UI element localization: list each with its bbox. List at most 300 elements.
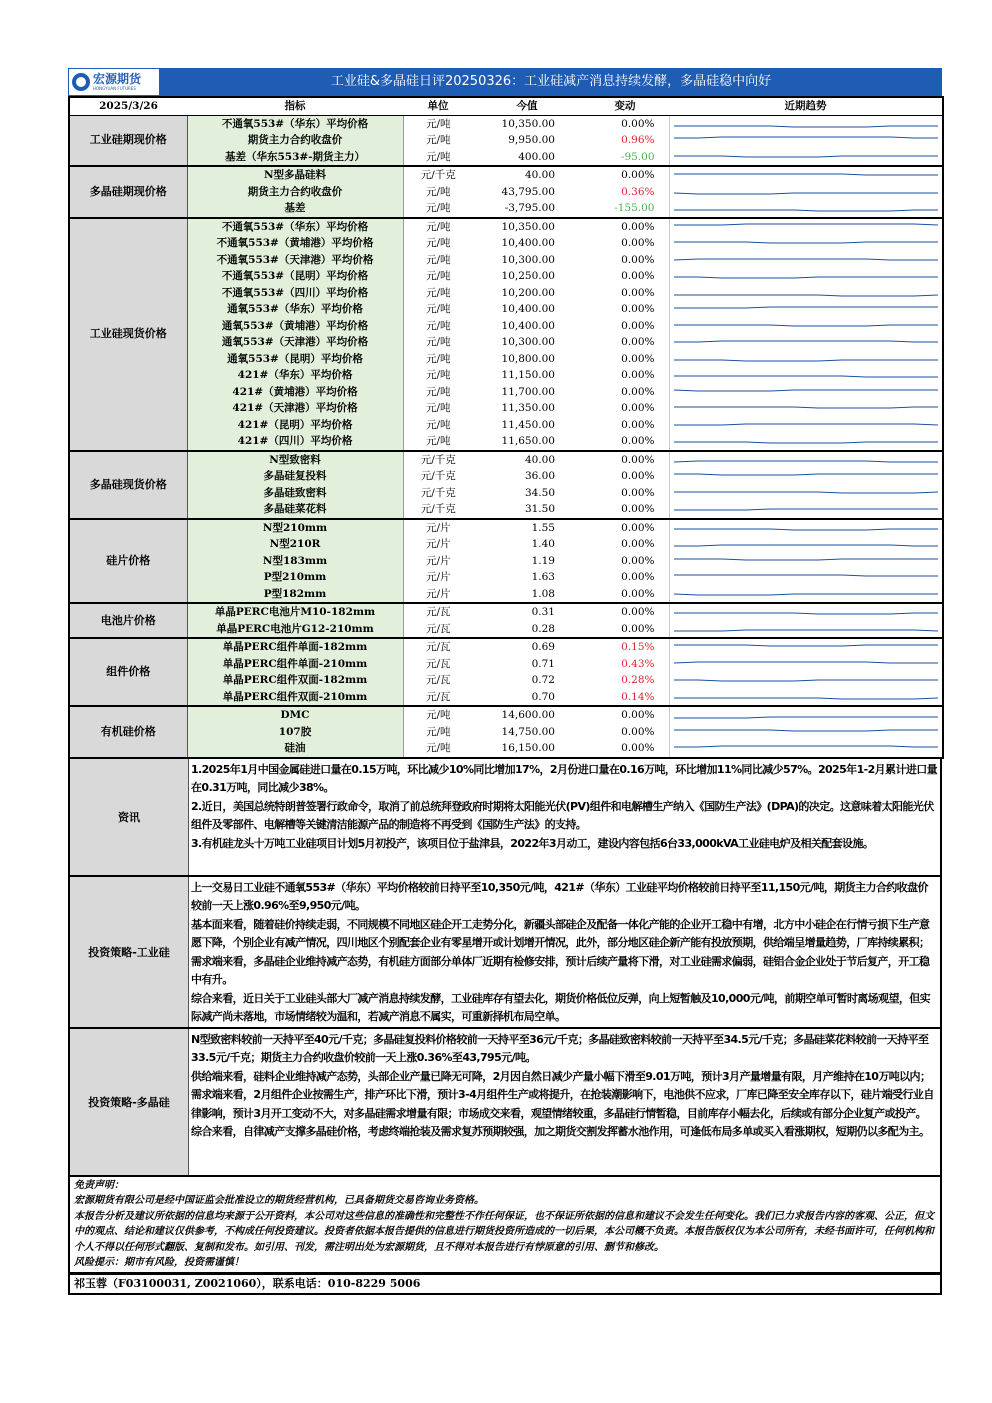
change-cell: 0.00% <box>621 402 655 415</box>
change-cell: 0.00% <box>581 740 669 758</box>
change-cell: 0.00% <box>621 606 655 619</box>
header-indicator: 指标 <box>187 97 403 115</box>
indicator-cell: DMC <box>187 706 403 724</box>
table-row <box>69 706 943 724</box>
indicator-cell: 不通氧553#（华东）平均价格 <box>187 218 403 236</box>
indicator-cell: 421#（天津港）平均价格 <box>187 400 403 417</box>
trend-cell <box>669 468 943 485</box>
trend-cell <box>669 417 943 434</box>
unit-cell: 元/千克 <box>420 453 456 466</box>
indicator-cell: 期货主力合约收盘价 <box>187 132 403 149</box>
sparkline-path <box>674 730 938 731</box>
unit-cell: 元/吨 <box>425 709 451 722</box>
table-row <box>69 351 943 368</box>
unit-cell: 元/吨 <box>425 402 451 415</box>
table-row <box>69 672 943 689</box>
sparkline-path <box>674 126 938 127</box>
sparkline-path <box>674 509 938 510</box>
category-label: 多晶硅现货价格 <box>69 451 187 519</box>
header-value: 今值 <box>473 97 581 115</box>
table-row <box>69 384 943 401</box>
table-header-row <box>69 97 943 115</box>
trend-cell <box>669 706 943 724</box>
trend-sparkline <box>670 367 942 383</box>
value-cell: 16,150.00 <box>473 740 581 758</box>
trend-cell <box>669 115 943 132</box>
change-cell: 0.00% <box>621 725 655 738</box>
trend-cell <box>669 501 943 519</box>
trend-sparkline <box>670 656 942 672</box>
trend-sparkline <box>670 553 942 569</box>
indicator-cell: P型210mm <box>187 569 403 586</box>
table-row <box>69 318 943 335</box>
sparkline-path <box>674 242 938 243</box>
sparkline-path <box>674 193 938 194</box>
indicator-cell: N型183mm <box>187 553 403 570</box>
trend-cell <box>669 740 943 758</box>
trend-cell <box>669 301 943 318</box>
sparkline-path <box>674 325 938 326</box>
analyst-contact: 祁玉蓉（F03100031, Z0021060），联系电话：010-8229 5006 <box>68 1274 942 1295</box>
trend-sparkline <box>670 707 942 723</box>
hongyuan-logo-icon <box>72 73 90 91</box>
category-label: 工业硅现货价格 <box>69 218 187 451</box>
sparkline-path <box>674 461 938 462</box>
table-row <box>69 621 943 639</box>
header-unit: 单位 <box>403 97 473 115</box>
unit-cell: 元/吨 <box>425 385 451 398</box>
table-row <box>69 184 943 201</box>
sparkline-path <box>674 277 938 278</box>
change-cell: 0.00% <box>621 352 655 365</box>
change-cell: 0.00% <box>621 486 655 499</box>
unit-cell: 元/千克 <box>420 169 456 182</box>
change-cell: 0.28% <box>621 674 655 687</box>
change-cell: 0.14% <box>581 689 669 707</box>
table-row <box>69 235 943 252</box>
trend-cell <box>669 656 943 673</box>
indicator-cell: 单晶PERC组件单面-182mm <box>187 638 403 656</box>
sparkline-path <box>674 174 938 175</box>
indicator-cell: 多晶硅菜花料 <box>187 501 403 519</box>
indicator-cell: 单晶PERC组件双面-182mm <box>187 672 403 689</box>
indicator-cell: 通氧553#（昆明）平均价格 <box>187 351 403 368</box>
value-cell: 11,150.00 <box>501 369 555 382</box>
sparkline-path <box>674 442 938 443</box>
trend-sparkline <box>670 569 942 585</box>
trend-sparkline <box>670 740 942 756</box>
trend-sparkline <box>670 586 942 602</box>
unit-cell: 元/吨 <box>425 352 451 365</box>
trend-cell <box>669 149 943 167</box>
category-label: 多晶硅期现价格 <box>69 166 187 218</box>
table-row <box>69 132 943 149</box>
table-row <box>69 536 943 553</box>
news-paragraph: 3.有机硅龙头十万吨工业硅项目计划5月初投产，该项目位于盐津县，2022年3月动工，建设内容包括6台33,000kVA工业硅电炉及相关配套设施。 <box>191 836 874 850</box>
change-cell: 0.43% <box>621 657 655 670</box>
value-cell: 0.69 <box>531 641 555 654</box>
category-label: 硅片价格 <box>69 519 187 604</box>
unit-cell: 元/片 <box>425 554 451 567</box>
indicator-cell: 多晶硅复投料 <box>187 468 403 485</box>
table-row <box>69 689 943 707</box>
trend-sparkline <box>670 639 942 655</box>
value-cell: 1.40 <box>531 538 555 551</box>
unit-cell: 元/吨 <box>425 220 451 233</box>
news-section <box>68 759 942 877</box>
indicator-cell: 不通氧553#（天津港）平均价格 <box>187 252 403 269</box>
table-row <box>69 569 943 586</box>
unit-cell: 元/瓦 <box>425 606 451 619</box>
indicator-cell: 通氧553#（天津港）平均价格 <box>187 334 403 351</box>
value-cell: 31.50 <box>473 501 581 519</box>
sparkline-path <box>674 156 938 157</box>
trend-sparkline <box>670 621 942 637</box>
trend-cell <box>669 184 943 201</box>
value-cell: 1.19 <box>531 554 555 567</box>
news-body <box>189 759 940 875</box>
company-logo <box>68 68 160 96</box>
table-row <box>69 166 943 184</box>
trend-sparkline <box>670 400 942 416</box>
unit-cell: 元/吨 <box>425 286 451 299</box>
strategy-poly-paragraph: N型致密料较前一天持平至40元/千克；多晶硅复投料价格较前一天持平至36元/千克；多晶硅致密料较前一天持平至34.5元/千克；多晶硅菜花料较前一天持平至33.5元/千克；期货主力合约收盘价较前一天上涨0.36%至43,795元/吨。 <box>191 1032 929 1064</box>
sparkline-path <box>674 307 938 308</box>
change-cell: 0.00% <box>621 453 655 466</box>
unit-cell: 元/瓦 <box>425 641 451 654</box>
sparkline-path <box>674 474 938 475</box>
change-cell: 0.36% <box>621 185 655 198</box>
strategy-poly-paragraph: 综合来看，自律减产支撑多晶硅价格，考虑终端抢装及需求复苏预期较强，加之期货交割发挥蓄水池作用，可逢低布局多单或买入看涨期权，短期仍以多配为主。 <box>191 1125 930 1138</box>
unit-cell: 元/片 <box>425 571 451 584</box>
category-label: 有机硅价格 <box>69 706 187 758</box>
value-cell: 10,400.00 <box>501 319 555 332</box>
change-cell: 0.00% <box>621 270 655 283</box>
value-cell: 34.50 <box>524 486 555 499</box>
news-paragraph: 2.近日，美国总统特朗普签署行政命令，取消了前总统拜登政府时期将太阳能光伏(PV)组件和电解槽生产纳入《国防生产法》(DPA)的决定。这意味着太阳能光伏组件及零部件、电解槽等关键清洁能源产品的制造将不再受到《国防生产法》的支持。 <box>191 799 934 831</box>
trend-cell <box>669 672 943 689</box>
sparkline-path <box>674 376 938 377</box>
sparkline-path <box>674 295 938 296</box>
trend-cell <box>669 586 943 604</box>
indicator-cell: 单晶PERC电池片G12-210mm <box>187 621 403 639</box>
trend-cell <box>669 569 943 586</box>
sparkline-path <box>674 360 938 361</box>
unit-cell: 元/瓦 <box>425 674 451 687</box>
unit-cell: 元/吨 <box>403 740 473 758</box>
unit-cell: 元/吨 <box>425 319 451 332</box>
unit-cell: 元/瓦 <box>403 621 473 639</box>
table-row <box>69 519 943 537</box>
trend-cell <box>669 553 943 570</box>
unit-cell: 元/吨 <box>425 270 451 283</box>
change-cell: -95.00 <box>581 149 669 167</box>
indicator-cell: N型致密料 <box>187 451 403 469</box>
indicator-cell: 不通氧553#（昆明）平均价格 <box>187 268 403 285</box>
sparkline-path <box>674 559 938 560</box>
table-row <box>69 451 943 469</box>
trend-cell <box>669 132 943 149</box>
value-cell: 0.71 <box>531 657 555 670</box>
value-cell: 11,650.00 <box>473 433 581 451</box>
table-row <box>69 218 943 236</box>
logo-english-name: HONGYUAN FUTURES <box>93 86 136 91</box>
disclaimer-title: 免责声明： <box>74 1179 124 1191</box>
table-row <box>69 400 943 417</box>
trend-sparkline <box>670 468 942 484</box>
table-row <box>69 501 943 519</box>
change-cell: 0.00% <box>621 571 655 584</box>
category-label: 组件价格 <box>69 638 187 706</box>
unit-cell: 元/瓦 <box>403 689 473 707</box>
unit-cell: 元/千克 <box>420 486 456 499</box>
trend-cell <box>669 235 943 252</box>
indicator-cell: N型210R <box>187 536 403 553</box>
table-row <box>69 433 943 451</box>
unit-cell: 元/吨 <box>425 725 451 738</box>
unit-cell: 元/吨 <box>425 369 451 382</box>
table-row <box>69 149 943 167</box>
indicator-cell: 单晶PERC组件双面-210mm <box>187 689 403 707</box>
indicator-cell: P型182mm <box>187 586 403 604</box>
unit-cell: 元/瓦 <box>425 657 451 670</box>
change-cell: 0.00% <box>581 586 669 604</box>
unit-cell: 元/吨 <box>425 303 451 316</box>
trend-sparkline <box>670 149 942 165</box>
change-cell: 0.00% <box>581 433 669 451</box>
value-cell: 0.31 <box>531 606 555 619</box>
change-cell: 0.15% <box>621 641 655 654</box>
disclaimer-line: 本报告分析及建议所依据的信息均来源于公开资料，本公司对这些信息的准确性和完整性不作任何保证，也不保证所依据的信息和建议不会发生任何变化。我们已力求报告内容的客观、公正，但文中的观点、结论和建议仅供参考，不构成任何投资建议。投资者依据本报告提供的信息进行期货投资所造成的一切后果，本公司概不负责。本报告版权仅为本公司所有，未经书面许可，任何机构和个人不得以任何形式翻版、复制和发布。如引用、刊发，需注明出处为宏源期货，且不得对本报告进行有悖原意的引用、删节和修改。 <box>74 1210 934 1253</box>
indicator-cell: 期货主力合约收盘价 <box>187 184 403 201</box>
strategy-poly-label: 投资策略-多晶硅 <box>70 1029 189 1175</box>
value-cell: 40.00 <box>524 169 555 182</box>
sparkline-path <box>674 259 938 260</box>
change-cell: 0.00% <box>621 521 655 534</box>
value-cell: 43,795.00 <box>501 185 555 198</box>
change-cell: 0.00% <box>581 501 669 519</box>
category-label: 电池片价格 <box>69 603 187 638</box>
category-label: 工业硅期现价格 <box>69 115 187 166</box>
sparkline-path <box>674 662 938 663</box>
unit-cell: 元/吨 <box>425 185 451 198</box>
change-cell: 0.00% <box>621 286 655 299</box>
strategy-si-paragraph: 综合来看，近日关于工业硅头部大厂减产消息持续发酵，工业硅库存有望去化，期货价格低位反弹，向上短暂触及10,000元/吨，前期空单可暂时离场观望，但实际减产尚未落地，市场情绪较为温和，若减产消息不属实，可重新择机布局空单。 <box>191 991 931 1023</box>
trend-sparkline <box>670 501 942 517</box>
strategy-si-section <box>68 877 942 1029</box>
table-row <box>69 285 943 302</box>
trend-sparkline <box>670 268 942 284</box>
trend-cell <box>669 485 943 502</box>
trend-cell <box>669 536 943 553</box>
indicator-cell: 107胶 <box>187 724 403 741</box>
table-row <box>69 485 943 502</box>
change-cell: 0.00% <box>621 709 655 722</box>
trend-cell <box>669 200 943 218</box>
table-row <box>69 252 943 269</box>
change-cell: 0.00% <box>621 220 655 233</box>
strategy-si-paragraph: 上一交易日工业硅不通氧553#（华东）平均价格较前日持平至10,350元/吨，421#（华东）工业硅平均价格较前日持平至11,150元/吨，期货主力合约收盘价较前一天上涨0.96%至9,950元/吨。 <box>191 880 928 912</box>
table-row <box>69 468 943 485</box>
unit-cell: 元/片 <box>425 521 451 534</box>
trend-sparkline <box>670 384 942 400</box>
value-cell: 36.00 <box>524 470 555 483</box>
sparkline-path <box>674 492 938 493</box>
change-cell: 0.00% <box>621 369 655 382</box>
change-cell: 0.00% <box>621 538 655 551</box>
sparkline-path <box>674 746 938 747</box>
sparkline-path <box>674 613 938 614</box>
change-cell: 0.00% <box>621 385 655 398</box>
value-cell: 10,400.00 <box>501 303 555 316</box>
trend-sparkline <box>670 689 942 705</box>
trend-sparkline <box>670 724 942 740</box>
change-cell: 0.00% <box>621 418 655 431</box>
indicator-cell: 通氧553#（黄埔港）平均价格 <box>187 318 403 335</box>
strategy-poly-section <box>68 1029 942 1177</box>
header-trend: 近期趋势 <box>669 97 943 115</box>
value-cell: 9,950.00 <box>508 134 555 147</box>
trend-cell <box>669 268 943 285</box>
strategy-si-body <box>189 877 940 1027</box>
trend-cell <box>669 433 943 451</box>
sparkline-path <box>674 407 938 408</box>
trend-sparkline <box>670 184 942 200</box>
trend-sparkline <box>670 167 942 183</box>
trend-sparkline <box>670 604 942 620</box>
trend-cell <box>669 351 943 368</box>
sparkline-path <box>674 630 938 631</box>
unit-cell: 元/吨 <box>403 200 473 218</box>
strategy-si-paragraph: 基本面来看，随着硅价持续走弱，不同规模不同地区硅企开工走势分化，新疆头部硅企及配备一体化产能的企业开工稳中有增，北方中小硅企在行情亏损下生产意愿下降，个别企业有减产情况，四川地区个别配套企业有零星增开或计划增开情况，此外，部分地区硅企新产能有投放预期，供给端呈增量趋势，厂库持续累积；需求端来看，多晶硅企业维持减产态势，有机硅方面部分单体厂近期有检修安排，预计后续产量将下滑，对工业硅需求偏弱，硅铝合金企业处于节后复产，开工稳中有升。 <box>191 917 930 986</box>
trend-cell <box>669 252 943 269</box>
indicator-cell: N型多晶硅料 <box>187 166 403 184</box>
trend-cell <box>669 638 943 656</box>
value-cell: 0.70 <box>473 689 581 707</box>
value-cell: 0.28 <box>473 621 581 639</box>
table-row <box>69 367 943 384</box>
unit-cell: 元/片 <box>403 586 473 604</box>
sparkline-path <box>674 717 938 718</box>
trend-sparkline <box>670 285 942 301</box>
indicator-cell: 421#（昆明）平均价格 <box>187 417 403 434</box>
trend-cell <box>669 367 943 384</box>
sparkline-path <box>674 575 938 576</box>
unit-cell: 元/吨 <box>425 418 451 431</box>
strategy-si-label: 投资策略-工业硅 <box>70 877 189 1027</box>
table-row <box>69 334 943 351</box>
indicator-cell: 单晶PERC电池片M10-182mm <box>187 603 403 621</box>
unit-cell: 元/吨 <box>425 253 451 266</box>
value-cell: 14,600.00 <box>501 709 555 722</box>
trend-cell <box>669 166 943 184</box>
value-cell: 14,750.00 <box>501 725 555 738</box>
trend-sparkline <box>670 116 942 132</box>
value-cell: 400.00 <box>473 149 581 167</box>
value-cell: -3,795.00 <box>473 200 581 218</box>
risk-warning: 风险提示：期市有风险，投资需谨慎！ <box>74 1257 244 1268</box>
trend-cell <box>669 318 943 335</box>
sparkline-path <box>674 341 938 342</box>
strategy-poly-paragraph: 供给端来看，硅料企业维持减产态势，头部企业产量已降无可降，2月因自然日减少产量小幅下滑至9.01万吨，预计3月产量增量有限，月产维持在10万吨以内；需求端来看，2月组件企业按需生产，排产环比下滑，预计3-4月组件生产或将提升，在抢装潮影响下，电池供不应求，厂库已降至安全库存以下，硅片端受行业自律影响，预计3月开工变动不大，对多晶硅需求增量有限；市场成交来看，观望情绪较重，多晶硅行情暂稳，目前库存小幅去化，后续或有部分企业复产或投产。 <box>191 1069 934 1120</box>
sparkline-path <box>674 680 938 681</box>
table-row <box>69 115 943 132</box>
sparkline-path <box>674 529 938 530</box>
sparkline-path <box>674 210 938 211</box>
trend-cell <box>669 384 943 401</box>
unit-cell: 元/吨 <box>425 134 451 147</box>
trend-sparkline <box>670 536 942 552</box>
table-row <box>69 553 943 570</box>
trend-sparkline <box>670 301 942 317</box>
value-cell: 0.72 <box>531 674 555 687</box>
value-cell: 1.08 <box>473 586 581 604</box>
change-cell: 0.00% <box>621 554 655 567</box>
value-cell: 10,300.00 <box>501 336 555 349</box>
trend-cell <box>669 689 943 707</box>
value-cell: 10,250.00 <box>501 270 555 283</box>
sparkline-path <box>674 137 938 138</box>
trend-sparkline <box>670 219 942 235</box>
value-cell: 10,200.00 <box>501 286 555 299</box>
indicator-cell: 不通氧553#（黄埔港）平均价格 <box>187 235 403 252</box>
trend-cell <box>669 400 943 417</box>
trend-cell <box>669 621 943 639</box>
sparkline-path <box>674 594 938 595</box>
trend-sparkline <box>670 485 942 501</box>
logo-chinese-name: 宏源期货 <box>93 72 142 86</box>
value-cell: 40.00 <box>524 453 555 466</box>
trend-sparkline <box>670 520 942 536</box>
trend-sparkline <box>670 334 942 350</box>
indicator-cell: 不通氧553#（华东）平均价格 <box>187 115 403 132</box>
change-cell: 0.00% <box>621 253 655 266</box>
unit-cell: 元/吨 <box>403 433 473 451</box>
trend-cell <box>669 724 943 741</box>
table-row <box>69 417 943 434</box>
change-cell: 0.00% <box>621 169 655 182</box>
unit-cell: 元/千克 <box>403 501 473 519</box>
indicator-cell: 基差（华东553#-期货主力） <box>187 149 403 167</box>
value-cell: 1.63 <box>531 571 555 584</box>
change-cell: 0.00% <box>621 117 655 130</box>
news-paragraph: 1.2025年1月中国金属硅进口量在0.15万吨，环比减少10%同比增加17%，2月份进口量在0.16万吨，环比增加11%同比减少57%。2025年1-2月累计进口量在0.31万吨，同比减少38%。 <box>191 762 938 794</box>
indicator-cell: 多晶硅致密料 <box>187 485 403 502</box>
change-cell: 0.00% <box>621 470 655 483</box>
indicator-cell: N型210mm <box>187 519 403 537</box>
trend-cell <box>669 218 943 236</box>
trend-cell <box>669 334 943 351</box>
unit-cell: 元/吨 <box>425 117 451 130</box>
news-label: 资讯 <box>70 759 189 875</box>
indicator-cell: 硅油 <box>187 740 403 758</box>
value-cell: 11,700.00 <box>501 385 555 398</box>
table-row <box>69 638 943 656</box>
table-row <box>69 200 943 218</box>
report-sheet <box>68 68 942 1295</box>
table-row <box>69 268 943 285</box>
change-cell: 0.00% <box>581 621 669 639</box>
sparkline-path <box>674 698 938 699</box>
trend-sparkline <box>670 433 942 449</box>
unit-cell: 元/吨 <box>425 237 451 250</box>
table-row <box>69 656 943 673</box>
value-cell: 11,450.00 <box>501 418 555 431</box>
sparkline-path <box>674 424 938 425</box>
disclaimer-line: 宏源期货有限公司是经中国证监会批准设立的期货经营机构，已具备期货交易咨询业务资格。 <box>74 1195 484 1206</box>
value-cell: 10,300.00 <box>501 253 555 266</box>
unit-cell: 元/吨 <box>425 336 451 349</box>
